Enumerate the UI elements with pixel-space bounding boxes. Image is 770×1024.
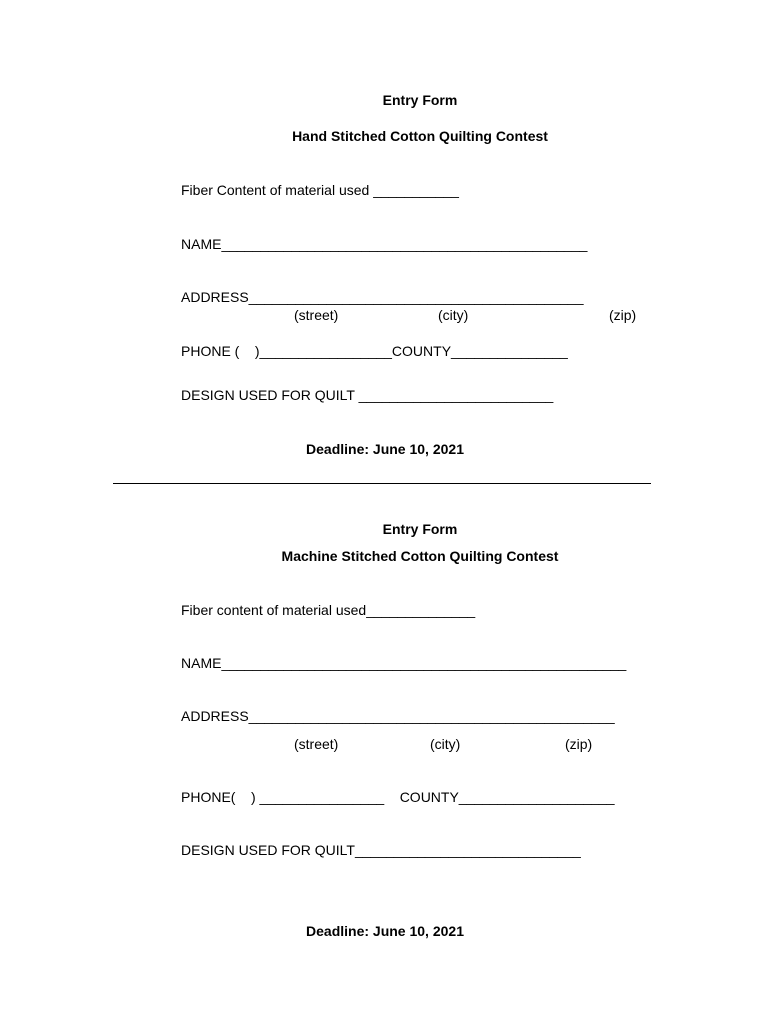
form1-address-field[interactable]: ADDRESS___________________________________________ [181,289,584,305]
form1-contest-title: Hand Stitched Cotton Quilting Contest [292,128,548,144]
form2-city-label: (city) [430,736,461,752]
form1-street-label: (street) [294,307,339,323]
form2-design-field[interactable]: DESIGN USED FOR QUILT_____________________________ [181,842,581,858]
form2-fiber-field[interactable]: Fiber content of material used______________ [181,602,476,618]
form1-city-label: (city) [438,307,469,323]
form2-contest-title: Machine Stitched Cotton Quilting Contest [281,548,559,564]
form1-name-field[interactable]: NAME_______________________________________________ [181,236,588,252]
form2-heading: Entry Form [382,521,458,537]
form2-phone-county-field[interactable]: PHONE( ) ________________ COUNTY____________________ [181,789,615,805]
form1-heading: Entry Form [382,92,458,108]
form2-name-field[interactable]: NAME____________________________________________________ [181,655,627,671]
form2-zip-label: (zip) [565,736,593,752]
form1-phone-county-field[interactable]: PHONE ( )_________________COUNTY_______________ [181,343,568,359]
form2-address-field[interactable]: ADDRESS_______________________________________________ [181,708,615,724]
form1-deadline: Deadline: June 10, 2021 [306,441,464,457]
form1-zip-label: (zip) [609,307,637,323]
form1-fiber-field[interactable]: Fiber Content of material used ___________ [181,182,459,198]
form1-design-field[interactable]: DESIGN USED FOR QUILT _________________________ [181,387,554,403]
section-divider [113,483,651,484]
form2-street-label: (street) [294,736,339,752]
form2-deadline: Deadline: June 10, 2021 [306,923,464,939]
